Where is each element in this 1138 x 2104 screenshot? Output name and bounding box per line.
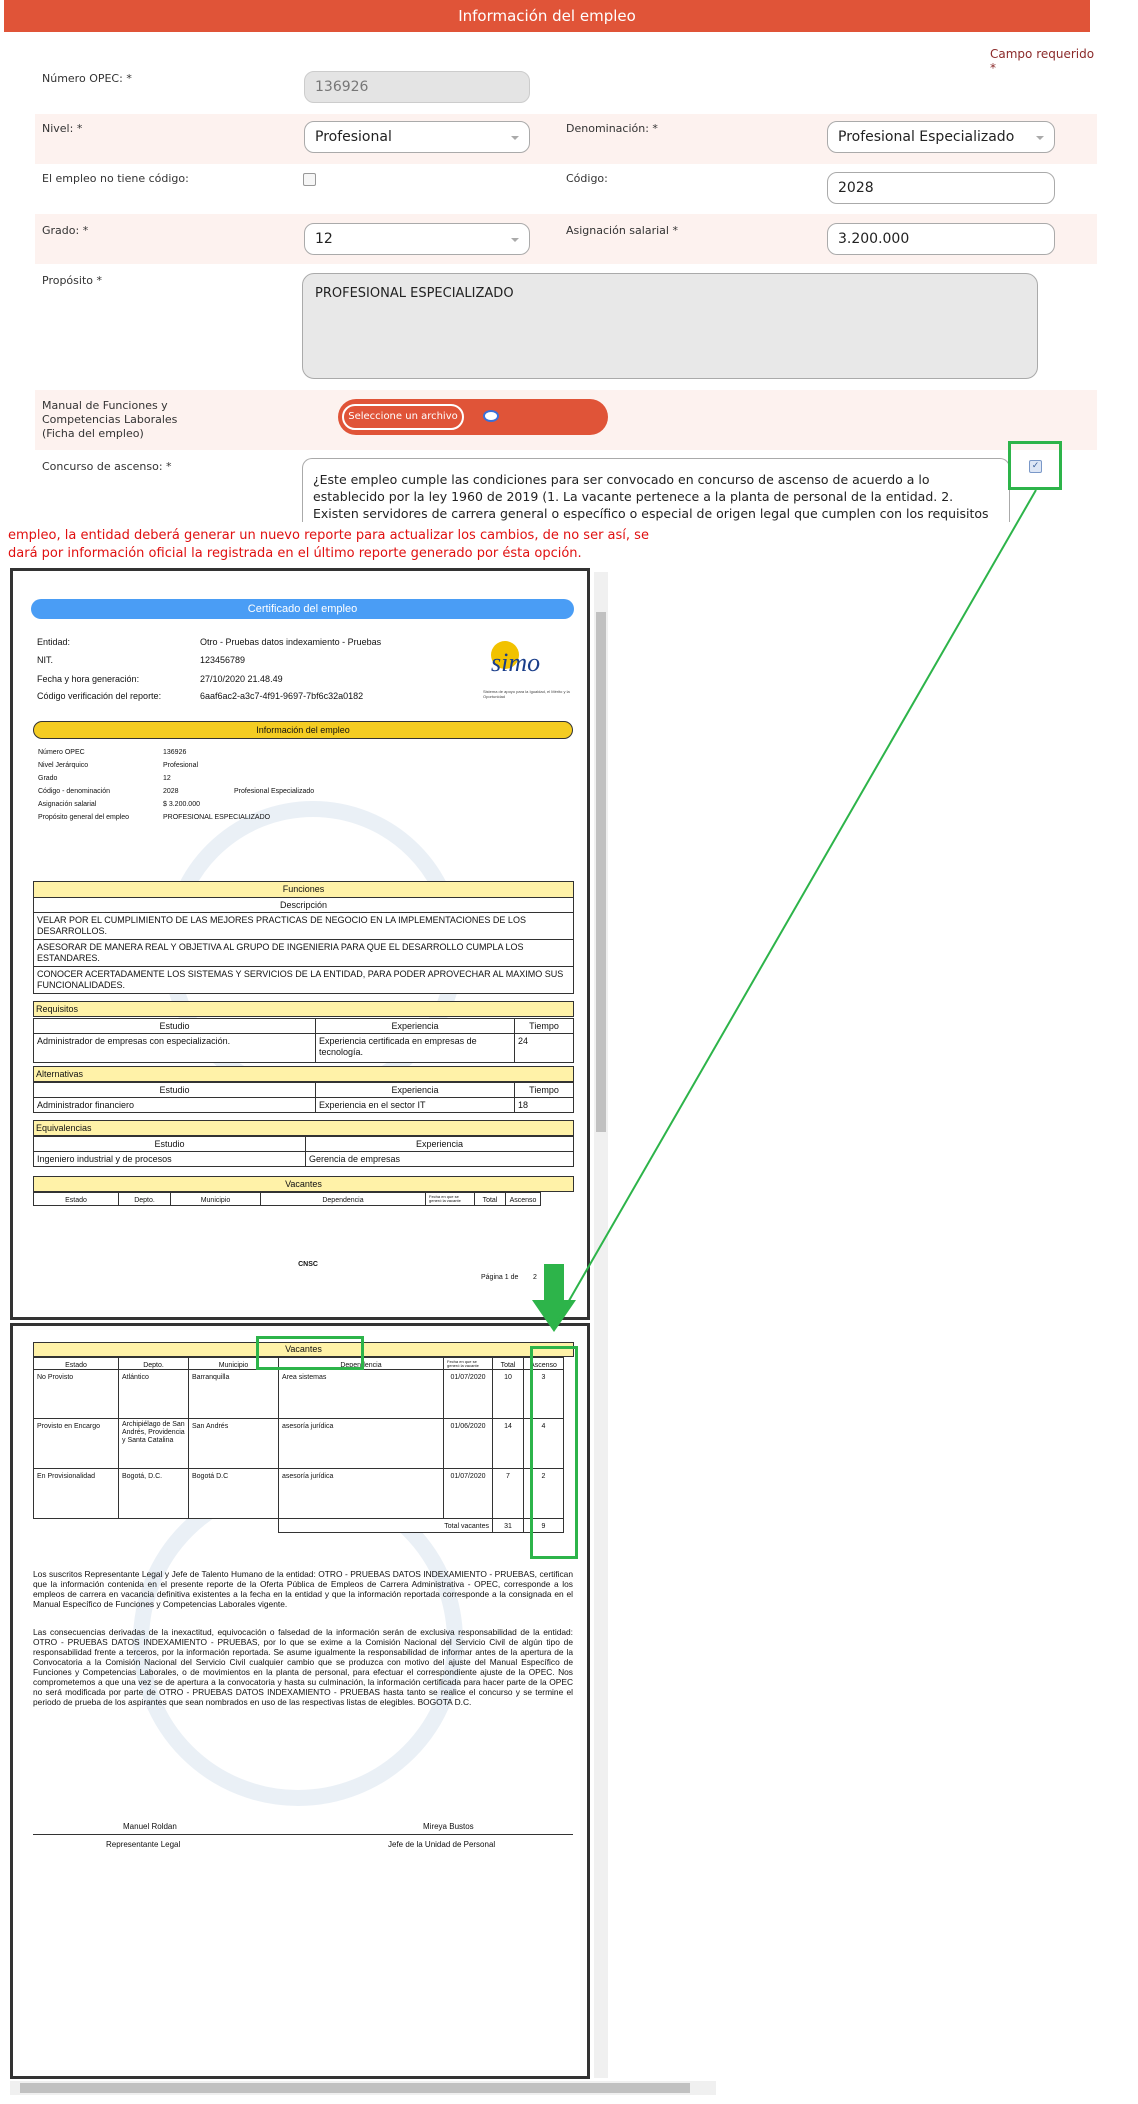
signature-1-name: Manuel Roldan bbox=[123, 1822, 177, 1831]
cert-codigo-key: Código verificación del reporte: bbox=[37, 691, 162, 701]
estudio-header: Estudio bbox=[33, 1018, 316, 1034]
info-val: $ 3.200.000 bbox=[163, 801, 200, 808]
col-municipio: Municipio bbox=[188, 1357, 279, 1370]
info-key: Asignación salarial bbox=[38, 801, 97, 808]
vacantes-header: Vacantes bbox=[33, 1342, 574, 1357]
funciones-header: Funciones bbox=[33, 881, 574, 898]
grado-value: 12 bbox=[315, 231, 333, 247]
info-val: 136926 bbox=[163, 749, 187, 756]
select-file-button[interactable]: Seleccione un archivo bbox=[342, 404, 464, 430]
nivel-value: Profesional bbox=[315, 129, 392, 145]
total-vacantes-sum: 31 bbox=[492, 1518, 524, 1533]
tiempo-header: Tiempo bbox=[514, 1018, 574, 1034]
col-ascenso: Ascenso bbox=[523, 1357, 564, 1370]
grado-label: Grado: * bbox=[42, 224, 89, 237]
tiempo-header: Tiempo bbox=[514, 1082, 574, 1098]
cert-fecha-key: Fecha y hora generación: bbox=[37, 674, 140, 684]
cnsc-logo: CNSC bbox=[298, 1261, 318, 1268]
notice-line-1: empleo, la entidad deberá generar un nuevo reporte para actualizar los cambios, de no ser así, se bbox=[8, 528, 649, 543]
info-title: Información del empleo bbox=[33, 721, 573, 739]
asignacion-input[interactable]: 3.200.000 bbox=[827, 223, 1055, 255]
certification-paragraph-2: Las consecuencias derivadas de la inexactitud, equivocación o falsedad de la información serán de exclusiva responsabilidad de la entidad: OTRO - PRUEBAS DATOS INDEXAMIENTO - PRUEBAS, por lo que se exime a la Comisión Nacional del Servicio Civil de algún tipo de responsabilidad frente a terceros, por la información reportada. Se asume igualmente la responsabilidad de informar antes de la apertura de la Convocatoria a la Comisión Nacional del Servicio Civil cualquier cambio que se produzca con motivo del ajuste del Manual Específico de Funciones y Competencias Laborales, o de movimientos en la planta de personal, para efectuar el correspondiente ajuste de la OPEC. Nos comprometemos a que una vez se de apertura a la convocatoria y hasta su culminación, la información certificada para hacer parte de la OPEC no será modificada por parte de OTRO - PRUEBAS DATOS INDEXAMIENTO - PRUEBAS hasta tanto se realice el concurso y se termine el periodo de prueba de los aspirantes que sean nombrados en uso de las respectivas listas de elegibles. BOGOTA D.C. bbox=[33, 1627, 573, 1707]
vac-dependencia: asesoría jurídica bbox=[278, 1418, 444, 1469]
cert-codigo-val: 6aaf6ac2-a3c7-4f91-9697-7bf6c32a0182 bbox=[200, 691, 364, 701]
eq-estudio: Ingeniero industrial y de procesos bbox=[33, 1151, 306, 1167]
descripcion-header: Descripción bbox=[33, 897, 574, 913]
opec-label: Número OPEC: * bbox=[42, 72, 132, 85]
col-ascenso: Ascenso bbox=[505, 1192, 541, 1206]
vac-dependencia: asesoría jurídica bbox=[278, 1468, 444, 1519]
vacantes-header: Vacantes bbox=[33, 1176, 574, 1192]
codigo-input[interactable]: 2028 bbox=[827, 172, 1055, 204]
experiencia-header: Experiencia bbox=[305, 1136, 574, 1152]
col-estado: Estado bbox=[33, 1357, 119, 1370]
vac-ascenso: 2 bbox=[523, 1468, 564, 1519]
cert-nit-key: NIT. bbox=[37, 655, 54, 665]
vac-fecha: 01/07/2020 bbox=[443, 1468, 493, 1519]
signature-1-role: Representante Legal bbox=[106, 1840, 181, 1849]
page-total: 2 bbox=[533, 1274, 537, 1281]
cert-entidad-val: Otro - Pruebas datos indexamiento - Pruebas bbox=[200, 637, 382, 647]
experiencia-header: Experiencia bbox=[315, 1082, 515, 1098]
vac-total: 7 bbox=[492, 1468, 524, 1519]
notice-line-2: dará por información oficial la registrada en el último reporte generado por ésta opción. bbox=[8, 546, 582, 561]
cert-entidad-key: Entidad: bbox=[37, 637, 71, 647]
form-header: Información del empleo bbox=[4, 0, 1090, 32]
funcion-row: CONOCER ACERTADAMENTE LOS SISTEMAS Y SERVICIOS DE LA ENTIDAD, PARA PODER APROVECHAR AL MAXIMO SUS FUNCIONALIDADES. bbox=[33, 966, 574, 994]
nivel-label: Nivel: * bbox=[42, 122, 83, 135]
col-dependencia: Dependencia bbox=[260, 1192, 426, 1206]
opec-input[interactable]: 136926 bbox=[304, 71, 530, 103]
vac-municipio: San Andrés bbox=[188, 1418, 279, 1469]
required-note: Campo requerido * bbox=[990, 47, 1095, 75]
sin-codigo-label: El empleo no tiene código: bbox=[42, 172, 189, 185]
asignacion-label: Asignación salarial * bbox=[566, 224, 678, 237]
col-fecha: Fecha en que se generó la vacante bbox=[425, 1192, 475, 1206]
funcion-row: ASESORAR DE MANERA REAL Y OBJETIVA AL GRUPO DE INGENIERIA PARA QUE EL DESARROLLO CUMPLA LOS ESTANDARES. bbox=[33, 939, 574, 967]
req-tiempo: 24 bbox=[514, 1033, 574, 1063]
col-total: Total bbox=[492, 1357, 524, 1370]
req-experiencia: Experiencia certificada en empresas de tecnología. bbox=[315, 1033, 515, 1063]
info-val-2: Profesional Especializado bbox=[234, 788, 315, 795]
proposito-label: Propósito * bbox=[42, 274, 102, 287]
cert-nit-val: 123456789 bbox=[200, 655, 246, 665]
ascenso-text: ¿Este empleo cumple las condiciones para ser convocado en concurso de ascenso de acuerdo a lo establecido por la ley 1960 de 2019 (1. La vacante pertenece a la planta de personal de la entidad. 2. Existen servidores de carrera general o específico o especial de origen legal que cumplen con los requisitos bbox=[302, 458, 1010, 522]
page-number: Página 1 de bbox=[481, 1274, 519, 1281]
alt-experiencia: Experiencia en el sector IT bbox=[315, 1097, 515, 1113]
eq-experiencia: Gerencia de empresas bbox=[305, 1151, 574, 1167]
info-key: Propósito general del empleo bbox=[38, 814, 130, 821]
equivalencias-header: Equivalencias bbox=[33, 1120, 574, 1136]
vac-estado: En Provisionalidad bbox=[33, 1468, 119, 1519]
col-municipio: Municipio bbox=[170, 1192, 261, 1206]
signature-2-role: Jefe de la Unidad de Personal bbox=[388, 1840, 496, 1849]
vac-fecha: 01/07/2020 bbox=[443, 1369, 493, 1419]
codigo-label: Código: bbox=[566, 172, 608, 185]
col-depto: Depto. bbox=[118, 1357, 189, 1370]
ascenso-checkbox[interactable]: ✓ bbox=[1029, 460, 1042, 473]
ascenso-label: Concurso de ascenso: * bbox=[42, 460, 172, 473]
vac-depto: Bogotá, D.C. bbox=[118, 1468, 189, 1519]
col-estado: Estado bbox=[33, 1192, 119, 1206]
vac-ascenso: 3 bbox=[523, 1369, 564, 1419]
vac-fecha: 01/06/2020 bbox=[443, 1418, 493, 1469]
manual-label: Manual de Funciones y Competencias Laborales (Ficha del empleo) bbox=[42, 399, 178, 440]
signature-2-name: Mireya Bustos bbox=[423, 1822, 474, 1831]
info-val: Profesional bbox=[163, 762, 199, 769]
info-key: Nivel Jerárquico bbox=[38, 762, 89, 769]
denominacion-label: Denominación: * bbox=[566, 122, 658, 135]
alt-estudio: Administrador financiero bbox=[33, 1097, 316, 1113]
cert-title: Certificado del empleo bbox=[31, 599, 574, 619]
info-val: 12 bbox=[163, 775, 171, 782]
estudio-header: Estudio bbox=[33, 1082, 316, 1098]
col-total: Total bbox=[474, 1192, 506, 1206]
experiencia-header: Experiencia bbox=[315, 1018, 515, 1034]
certification-paragraph-1: Los suscritos Representante Legal y Jefe de Talento Humano de la entidad: OTRO - PRUEBAS DATOS INDEXAMIENTO - PRUEBAS, certifican que la información contenida en el presente reporte de la Oferta Pública de Empleos de Carrera Administrativa - OPEC, corresponde a los empleos de carrera en vacancia definitiva existentes a la fecha en la entidad y que la información reportada corresponde a la consignada en el Manual Específico de Funciones y Competencias Laborales vigente. bbox=[33, 1569, 573, 1609]
vac-depto: Atlántico bbox=[118, 1369, 189, 1419]
col-dependencia: Dependencia bbox=[278, 1357, 444, 1370]
total-ascenso-sum: 9 bbox=[523, 1518, 564, 1533]
funcion-row: VELAR POR EL CUMPLIMIENTO DE LAS MEJORES PRACTICAS DE NEGOCIO EN LA IMPLEMENTACIONES DE LOS DESARROLLOS. bbox=[33, 912, 574, 940]
denominacion-value: Profesional Especializado bbox=[838, 129, 1015, 145]
info-val: 2028 bbox=[163, 788, 179, 795]
vac-total: 10 bbox=[492, 1369, 524, 1419]
vac-estado: Provisto en Encargo bbox=[33, 1418, 119, 1469]
vac-dependencia: Area sistemas bbox=[278, 1369, 444, 1419]
alternativas-header: Alternativas bbox=[33, 1066, 574, 1082]
cert-fecha-val: 27/10/2020 21.48.49 bbox=[200, 674, 283, 684]
vac-estado: No Provisto bbox=[33, 1369, 119, 1419]
col-fecha: Fecha en que se generó la vacante bbox=[443, 1357, 493, 1370]
requisitos-header: Requisitos bbox=[33, 1001, 574, 1017]
info-val: PROFESIONAL ESPECIALIZADO bbox=[163, 814, 271, 821]
col-depto: Depto. bbox=[118, 1192, 171, 1206]
simo-logo-caption: Sistema de apoyo para la Igualdad, el Mérito y la Oportunidad bbox=[483, 689, 570, 699]
simo-logo-text: simo bbox=[491, 648, 541, 677]
total-vacantes-label: Total vacantes bbox=[278, 1518, 493, 1533]
info-key: Grado bbox=[38, 775, 58, 782]
vac-municipio: Barranquilla bbox=[188, 1369, 279, 1419]
vac-municipio: Bogotá D.C bbox=[188, 1468, 279, 1519]
vac-ascenso: 4 bbox=[523, 1418, 564, 1469]
vac-total: 14 bbox=[492, 1418, 524, 1469]
vac-depto: Archipiélago de San Andrés, Providencia y Santa Catalina bbox=[118, 1418, 189, 1469]
proposito-textarea[interactable]: PROFESIONAL ESPECIALIZADO bbox=[302, 273, 1038, 379]
alt-tiempo: 18 bbox=[514, 1097, 574, 1113]
info-key: Código - denominación bbox=[38, 788, 110, 795]
req-estudio: Administrador de empresas con especialización. bbox=[33, 1033, 316, 1063]
estudio-header: Estudio bbox=[33, 1136, 306, 1152]
info-key: Número OPEC bbox=[38, 749, 85, 756]
